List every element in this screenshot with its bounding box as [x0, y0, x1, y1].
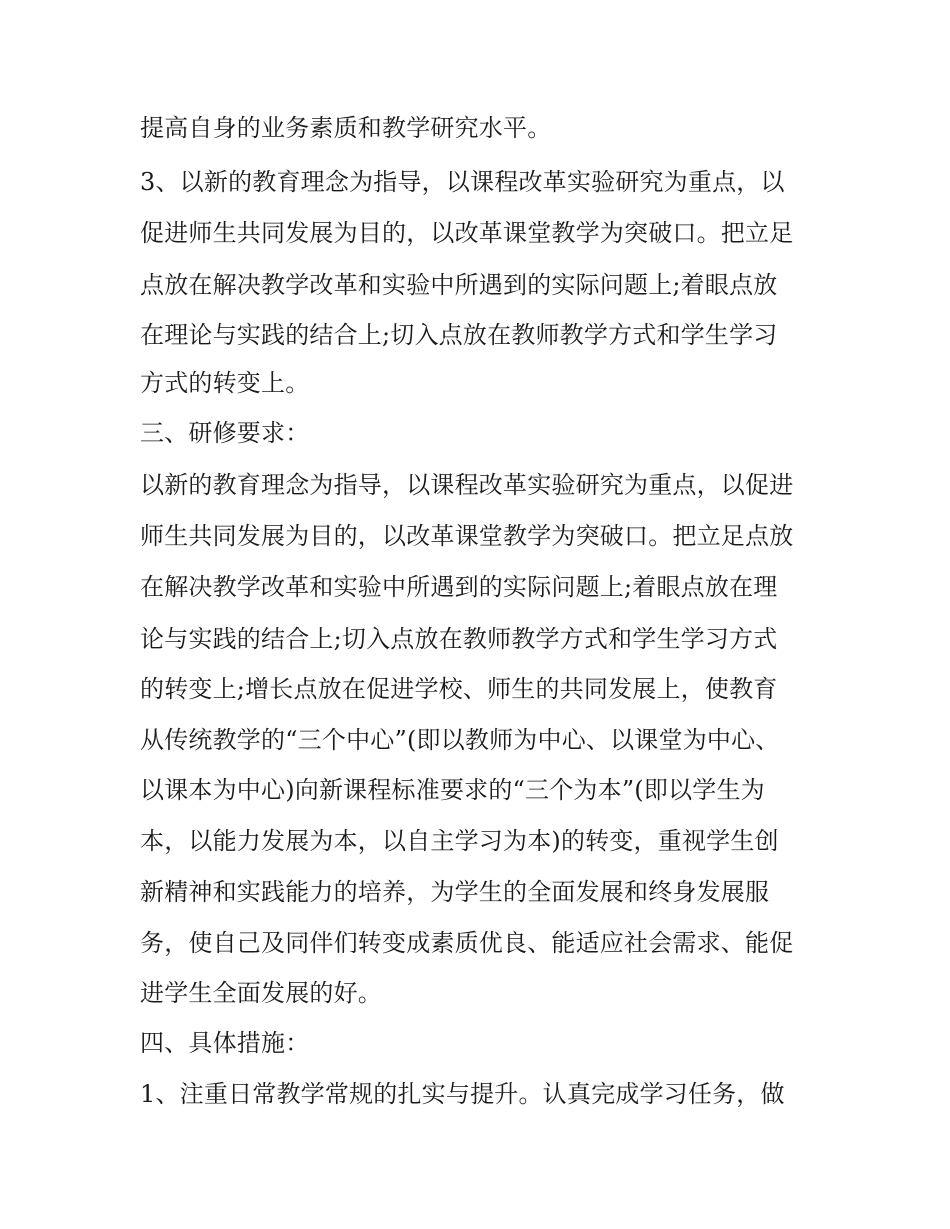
body-text-line: 在解决教学改革和实验中所遇到的实际问题上;着眼点放在理	[140, 573, 778, 601]
body-text-line: 师生共同发展为目的，以改革课堂教学为突破口。把立足点放	[140, 522, 794, 550]
body-text-line: 以课本为中心)向新课程标准要求的“三个为本”(即以学生为	[140, 776, 765, 804]
body-text-line: 3、以新的教育理念为指导，以课程改革实验研究为重点，以	[140, 168, 785, 196]
section-heading: 三、研修要求：	[140, 419, 310, 447]
body-text-line: 促进师生共同发展为目的，以改革课堂教学为突破口。把立足	[140, 219, 794, 247]
body-text-line: 新精神和实践能力的培养，为学生的全面发展和终身发展服	[140, 878, 770, 906]
body-text-line: 务，使自己及同伴们转变成素质优良、能适应社会需求、能促	[140, 929, 794, 957]
body-text-line: 在理论与实践的结合上;切入点放在教师教学方式和学生学习	[140, 321, 778, 349]
body-text-line: 进学生全面发展的好。	[140, 979, 382, 1007]
body-text-line: 从传统教学的“三个中心”(即以教师为中心、以课堂为中心、	[140, 726, 780, 754]
body-text-line: 提高自身的业务素质和教学研究水平。	[140, 114, 552, 142]
body-text-line: 点放在解决教学改革和实验中所遇到的实际问题上;着眼点放	[140, 271, 778, 299]
body-text-line: 论与实践的结合上;切入点放在教师教学方式和学生学习方式	[140, 625, 778, 653]
body-text-line: 的转变上;增长点放在促进学校、师生的共同发展上，使教育	[140, 675, 778, 703]
body-text-line: 方式的转变上。	[140, 369, 310, 397]
body-text-line: 以新的教育理念为指导，以课程改革实验研究为重点，以促进	[140, 471, 794, 499]
body-text-line: 1、注重日常教学常规的扎实与提升。认真完成学习任务，做	[140, 1080, 785, 1108]
section-heading: 四、具体措施：	[140, 1029, 310, 1057]
body-text-line: 本，以能力发展为本，以自主学习为本)的转变，重视学生创	[140, 827, 779, 855]
